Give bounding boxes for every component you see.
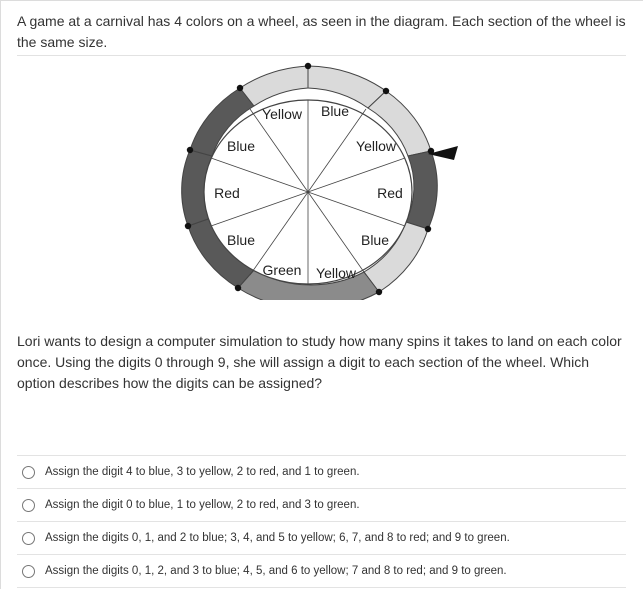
answer-option[interactable]: [17, 555, 626, 588]
answer-option[interactable]: [17, 455, 626, 489]
spinner-wheel-diagram: [176, 60, 466, 300]
answer-option[interactable]: [17, 522, 626, 555]
divider: [17, 55, 626, 56]
radio-button[interactable]: [22, 466, 35, 479]
answer-option[interactable]: [17, 489, 626, 522]
section-label: Red: [377, 185, 403, 201]
prompt-text: Lori wants to design a computer simulation to study how many spins it takes to land on each color once. Using the digits 0 through 9, she will assign a digit to each section of the wheel. Which option describes how the digits can be assigned?: [17, 333, 622, 391]
frame-left-border: [0, 0, 1, 589]
frame-top-border: [0, 0, 643, 1]
wheel-outer-ring: [182, 66, 438, 300]
question-text: A game at a carnival has 4 colors on a wheel, as seen in the diagram. Each section of the wheel is the same size.: [17, 13, 626, 50]
answer-option-label: Assign the digit 0 to blue, 1 to yellow, 2 to red, and 3 to green.: [45, 499, 360, 511]
section-label: Blue: [226, 138, 256, 154]
section-label: Yellow: [316, 265, 356, 281]
section-label: Yellow: [262, 106, 302, 122]
radio-button[interactable]: [22, 565, 35, 578]
answer-option-label: Assign the digits 0, 1, and 2 to blue; 3, 4, and 5 to yellow; 6, 7, and 8 to red; and 9 to green.: [45, 532, 510, 544]
radio-button[interactable]: [22, 499, 35, 512]
answer-options: [17, 455, 626, 588]
answer-option-label: Assign the digits 0, 1, 2, and 3 to blue; 4, 5, and 6 to yellow; 7 and 8 to red; and 9 to green.: [45, 565, 507, 577]
section-label: Green: [262, 262, 302, 278]
section-label: Yellow: [356, 138, 396, 154]
section-label: Blue: [226, 232, 256, 248]
answer-option-label: Assign the digit 4 to blue, 3 to yellow, 2 to red, and 1 to green.: [45, 466, 360, 478]
section-label: Blue: [360, 232, 390, 248]
radio-button[interactable]: [22, 532, 35, 545]
section-label: Red: [214, 185, 240, 201]
section-label: Blue: [320, 103, 350, 119]
